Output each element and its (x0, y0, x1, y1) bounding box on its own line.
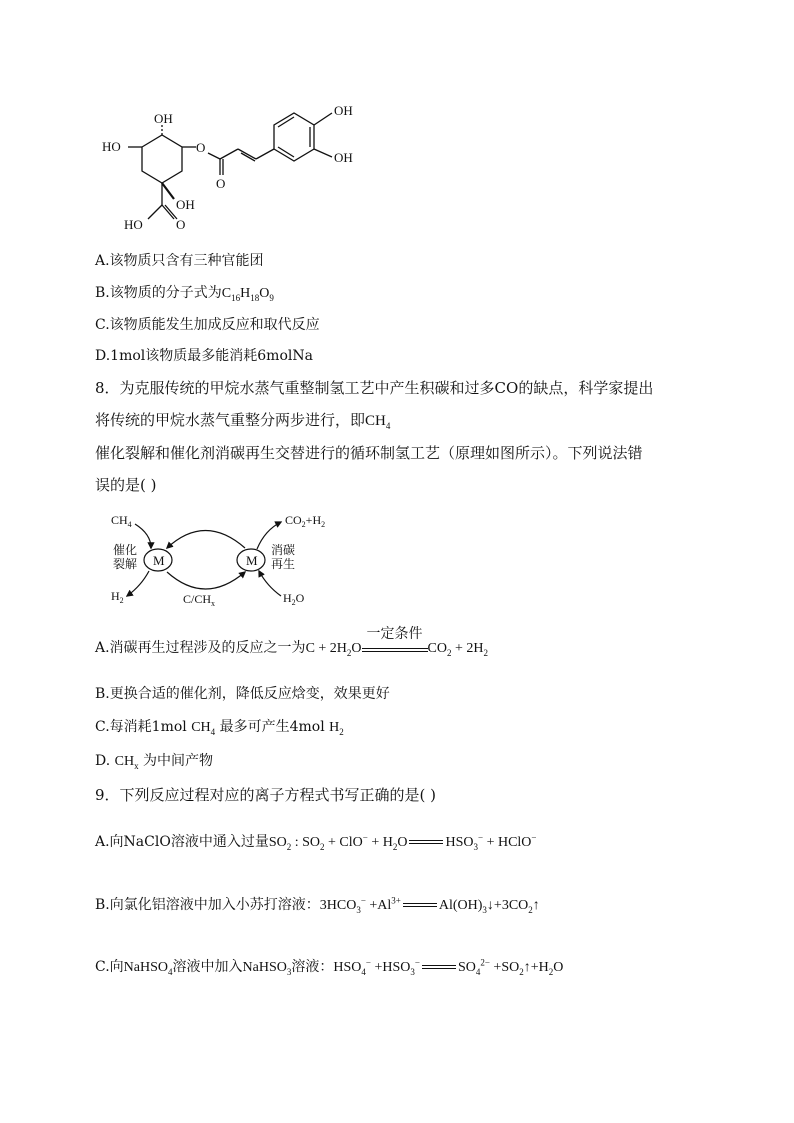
q8-stem-line4: 误的是( ) (95, 476, 157, 494)
q7-option-a: A.该物质只含有三种官能团 (95, 253, 264, 269)
c-chx-label: $C/CH_x$ (183, 592, 216, 608)
oh-ring-label: OH (176, 197, 195, 212)
q7-option-b: B.该物质的分子式为$C_{16}H_{18}O_9$ (95, 285, 274, 303)
oh-top-label: OH (154, 111, 173, 126)
cat-crack-label-1: 催化 (113, 543, 138, 557)
chlorogenic-acid-structure (92, 95, 382, 245)
q9-option-b: B.向氯化铝溶液中加入小苏打溶液：$3HCO_3^- +Al^{3+}$ $Al(OH)_3↓+3CO_2↑$ (95, 895, 540, 915)
q8-option-a: A.消碳再生过程涉及的反应之一为$C + 2H_2O$ 一定条件 $CO_2 + 2H_2$ (95, 627, 488, 658)
m-right-label: M (246, 553, 258, 568)
q9-option-c: C.向NaHSO$_4$溶液中加入NaHSO$_3$溶液：$HSO_4^- +HSO_3^-$ $SO_4^{2-}$ $+SO_2↑+H_2O$ (95, 957, 564, 977)
q9-stem: 9．下列反应过程对应的离子方程式书写正确的是( ) (95, 786, 437, 804)
oh-aryl1-label: OH (334, 103, 353, 118)
hydrogen-cycle-diagram (105, 508, 350, 608)
q8-stem-line1: 8．为克服传统的甲烷水蒸气重整制氢工艺中产生积碳和过多CO的缺点，科学家提出 (95, 379, 654, 397)
q8-option-d: D. $CH_x$ 为中间产物 (95, 753, 214, 771)
q7-option-d: D.1mol该物质最多能消耗6molNa (95, 348, 313, 364)
q7-option-c: C.该物质能发生加成反应和取代反应 (95, 317, 320, 333)
q8-stem-line3: 催化裂解和催化剂消碳再生交替进行的循环制氢工艺（原理如图所示）。下列说法错 (95, 444, 643, 462)
oh-aryl2-label: OH (334, 150, 353, 165)
h2-out-label: $H_2$ (111, 589, 124, 605)
ho-acid-label: HO (124, 217, 143, 232)
o-acid-label: O (176, 217, 186, 232)
ch4-label: $CH_4$ (111, 513, 132, 529)
m-left-label: M (153, 553, 165, 568)
condition-equals: 一定条件 (362, 639, 428, 652)
ester-o-label: O (196, 140, 206, 155)
carbonyl-o-label: O (216, 176, 226, 191)
q8-option-b: B.更换合适的催化剂，降低反应焓变，效果更好 (95, 686, 390, 702)
regen-label-1: 消碳 (271, 543, 296, 557)
q8-option-c: C.每消耗1mol $CH_4$ 最多可产生4mol $H_2$ (95, 719, 344, 737)
regen-label-2: 再生 (271, 557, 296, 571)
q9-option-a: A.向NaClO溶液中通入过量$SO_2$ : $SO_2 + ClO^- + H_2O$ $HSO_3^-$ + HClO− (95, 832, 537, 852)
h2o-in-label: $H_2O$ (283, 591, 305, 607)
q7-option-b-text: B.该物质的分子式为 (95, 285, 222, 301)
co2-h2-label: $CO_2+H_2$ (285, 513, 326, 529)
ho-left-label: HO (102, 139, 121, 154)
q8-stem-line2: 将传统的甲烷水蒸气重整分两步进行，即$CH_4$ (95, 411, 391, 431)
cat-crack-label-2: 裂解 (113, 557, 138, 571)
